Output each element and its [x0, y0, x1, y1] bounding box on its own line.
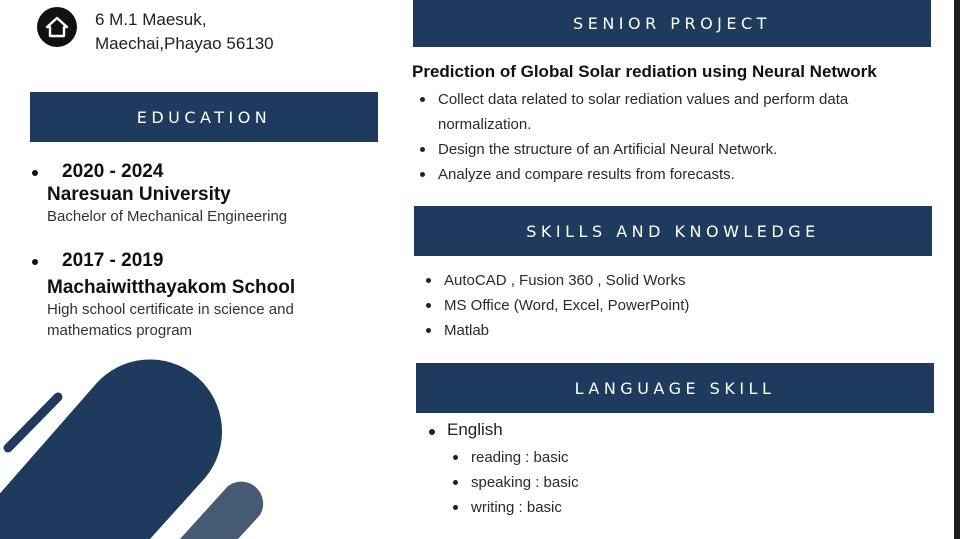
education-entry	[47, 161, 287, 227]
home-icon	[45, 16, 69, 38]
project-list	[412, 87, 932, 187]
address-line-1: 6 M.1 Maesuk,	[95, 10, 207, 29]
language-levels	[445, 445, 579, 520]
list-item: speaking : basic	[445, 470, 579, 495]
education-years: 2020 - 2024	[47, 161, 287, 183]
list-item: Design the structure of an Artificial Neural Network.	[412, 137, 932, 162]
language-heading: LANGUAGE SKILL	[416, 363, 934, 413]
list-item: reading : basic	[445, 445, 579, 470]
list-item: Analyze and compare results from forecasts.	[412, 162, 932, 187]
education-degree: High school certificate in science and mathematics program	[47, 301, 294, 339]
list-item: AutoCAD , Fusion 360 , Solid Works	[418, 268, 918, 293]
education-school: Machaiwitthayakom School	[47, 277, 296, 298]
education-school: Naresuan University	[47, 184, 231, 205]
skills-list	[418, 268, 918, 343]
right-frame-edge	[954, 0, 960, 539]
list-item: Matlab	[418, 318, 918, 343]
home-badge	[37, 7, 77, 47]
language-name: English	[427, 420, 503, 440]
education-entry	[47, 250, 367, 341]
list-item: writing : basic	[445, 495, 579, 520]
project-title: Prediction of Global Solar rediation using Neural Network	[412, 62, 877, 81]
education-years: 2017 - 2019	[47, 250, 367, 272]
list-item: Collect data related to solar rediation values and perform data normalization.	[412, 87, 932, 137]
skills-heading: SKILLS AND KNOWLEDGE	[414, 206, 932, 256]
address	[95, 8, 274, 56]
senior-project-heading: SENIOR PROJECT	[413, 0, 931, 47]
list-item: MS Office (Word, Excel, PowerPoint)	[418, 293, 918, 318]
education-degree: Bachelor of Mechanical Engineering	[47, 208, 288, 225]
address-line-2: Maechai,Phayao 56130	[95, 34, 274, 53]
education-heading: EDUCATION	[30, 92, 378, 142]
decor-large-capsule	[0, 359, 222, 539]
